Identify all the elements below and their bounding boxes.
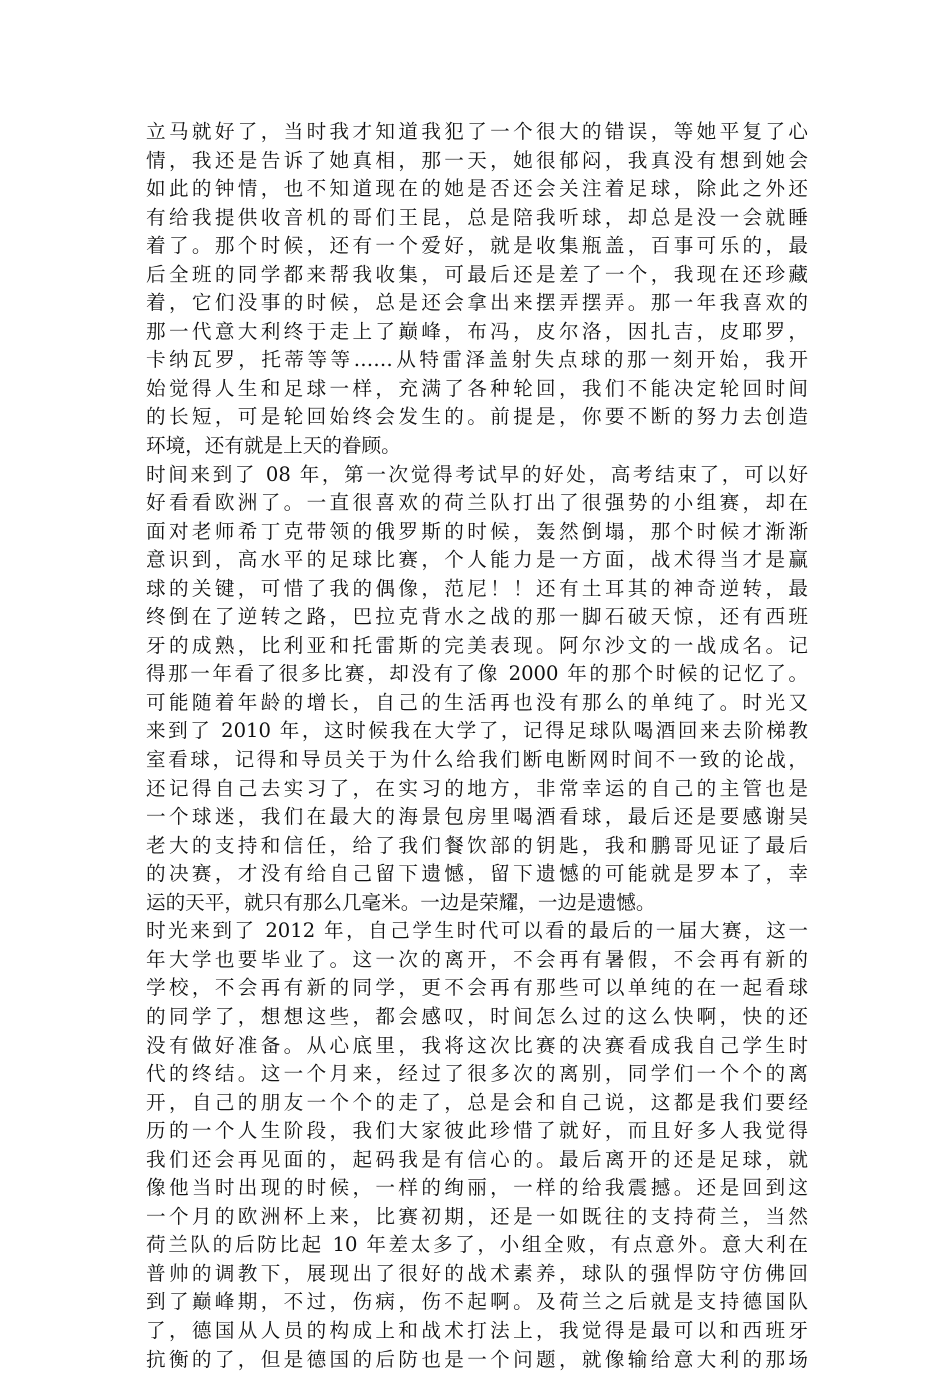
- text-line: 着了。那个时候，还有一个爱好，就是收集瓶盖，百事可乐的，最: [146, 234, 808, 258]
- paragraph-3: [146, 917, 808, 1374]
- text-line: 没有做好准备。从心底里，我将这次比赛的决赛看成我自己学生时: [146, 1033, 808, 1057]
- text-line: 着，它们没事的时候，总是还会拿出来摆弄摆弄。那一年我喜欢的: [146, 291, 808, 315]
- text-line: 得那一年看了很多比赛，却没有了像 2000 年的那个时候的记忆了。: [146, 662, 808, 686]
- text-line: 抗衡的了，但是德国的后防也是一个问题，就像输给意大利的那场: [146, 1347, 808, 1371]
- text-line: 历的一个人生阶段，我们大家彼此珍惜了就好，而且好多人我觉得: [146, 1119, 808, 1143]
- text-line: 普帅的调教下，展现出了很好的战术素养，球队的强悍防守仿佛回: [146, 1261, 808, 1285]
- text-line: 有给我提供收音机的哥们王昆，总是陪我听球，却总是没一会就睡: [146, 205, 808, 229]
- text-line: 到了巅峰期，不过，伤病，伤不起啊。及荷兰之后就是支持德国队: [146, 1290, 808, 1314]
- text-line: 那一代意大利终于走上了巅峰，布冯，皮尔洛，因扎吉，皮耶罗，: [146, 319, 808, 343]
- text-line: 环境，还有就是上天的眷顾。: [146, 434, 401, 458]
- text-line: 代的终结。这一个月来，经过了很多次的离别，同学们一个个的离: [146, 1062, 808, 1086]
- text-line: 的决赛，才没有给自己留下遗憾，留下遗憾的可能就是罗本了，幸: [146, 862, 808, 886]
- text-line: 后全班的同学都来帮我收集，可最后还是差了一个，我现在还珍藏: [146, 262, 808, 286]
- text-line: 卡纳瓦罗，托蒂等等……从特雷泽盖射失点球的那一刻开始，我开: [146, 348, 808, 372]
- text-line: 了，德国从人员的构成上和战术打法上，我觉得是最可以和西班牙: [146, 1318, 808, 1342]
- text-line: 意识到，高水平的足球比赛，个人能力是一方面，战术得当才是赢: [146, 548, 808, 572]
- paragraph-2: [146, 461, 808, 918]
- text-line: 球的关键，可惜了我的偶像，范尼！！还有土耳其的神奇逆转，最: [146, 576, 808, 600]
- text-line: 面对老师希丁克带领的俄罗斯的时候，轰然倒塌，那个时候才渐渐: [146, 519, 808, 543]
- text-line: 如此的钟情，也不知道现在的她是否还会关注着足球，除此之外还: [146, 177, 808, 201]
- text-line: 始觉得人生和足球一样，充满了各种轮回，我们不能决定轮回时间: [146, 376, 808, 400]
- text-line: 的同学了，想想这些，都会感叹，时间怎么过的这么快啊，快的还: [146, 1004, 808, 1028]
- text-line: 像他当时出现的时候，一样的绚丽，一样的给我震撼。还是回到这: [146, 1176, 808, 1200]
- text-line: 情，我还是告诉了她真相，那一天，她很郁闷，我真没有想到她会: [146, 148, 808, 172]
- paragraph-1: [146, 118, 808, 461]
- text-line: 我们还会再见面的，起码我是有信心的。最后离开的还是足球，就: [146, 1147, 808, 1171]
- text-line: 一个球迷，我们在最大的海景包房里喝酒看球，最后还是要感谢吴: [146, 805, 808, 829]
- text-line: 年大学也要毕业了。这一次的离开，不会再有暑假，不会再有新的: [146, 947, 808, 971]
- text-line: 学校，不会再有新的同学，更不会再有那些可以单纯的在一起看球: [146, 976, 808, 1000]
- text-line: 可能随着年龄的增长，自己的生活再也没有那么的单纯了。时光又: [146, 690, 808, 714]
- text-line: 老大的支持和信任，给了我们餐饮部的钥匙，我和鹏哥见证了最后: [146, 833, 808, 857]
- text-line: 时间来到了 08 年，第一次觉得考试早的好处，高考结束了，可以好: [146, 462, 808, 486]
- text-line: 立马就好了，当时我才知道我犯了一个很大的错误，等她平复了心: [146, 120, 808, 143]
- body-text: [146, 118, 808, 1374]
- text-line: 运的天平，就只有那么几毫米。一边是荣耀，一边是遗憾。: [146, 890, 656, 914]
- text-line: 还记得自己去实习了，在实习的地方，非常幸运的自己的主管也是: [146, 776, 808, 800]
- text-line: 的长短，可是轮回始终会发生的。前提是，你要不断的努力去创造: [146, 405, 808, 429]
- text-line: 时光来到了 2012 年，自己学生时代可以看的最后的一届大赛，这一: [146, 919, 808, 943]
- text-line: 来到了 2010 年，这时候我在大学了，记得足球队喝酒回来去阶梯教: [146, 719, 808, 743]
- text-line: 开，自己的朋友一个个的走了，总是会和自己说，这都是我们要经: [146, 1090, 808, 1114]
- text-line: 牙的成熟，比利亚和托雷斯的完美表现。阿尔沙文的一战成名。记: [146, 633, 808, 657]
- text-line: 终倒在了逆转之路，巴拉克背水之战的那一脚石破天惊，还有西班: [146, 605, 808, 629]
- text-line: 室看球，记得和导员关于为什么给我们断电断网时间不一致的论战，: [146, 748, 808, 772]
- text-line: 好看看欧洲了。一直很喜欢的荷兰队打出了很强势的小组赛，却在: [146, 491, 808, 515]
- text-line: 一个月的欧洲杯上来，比赛初期，还是一如既往的支持荷兰，当然: [146, 1204, 808, 1228]
- text-line: 荷兰队的后防比起 10 年差太多了，小组全败，有点意外。意大利在: [146, 1233, 808, 1257]
